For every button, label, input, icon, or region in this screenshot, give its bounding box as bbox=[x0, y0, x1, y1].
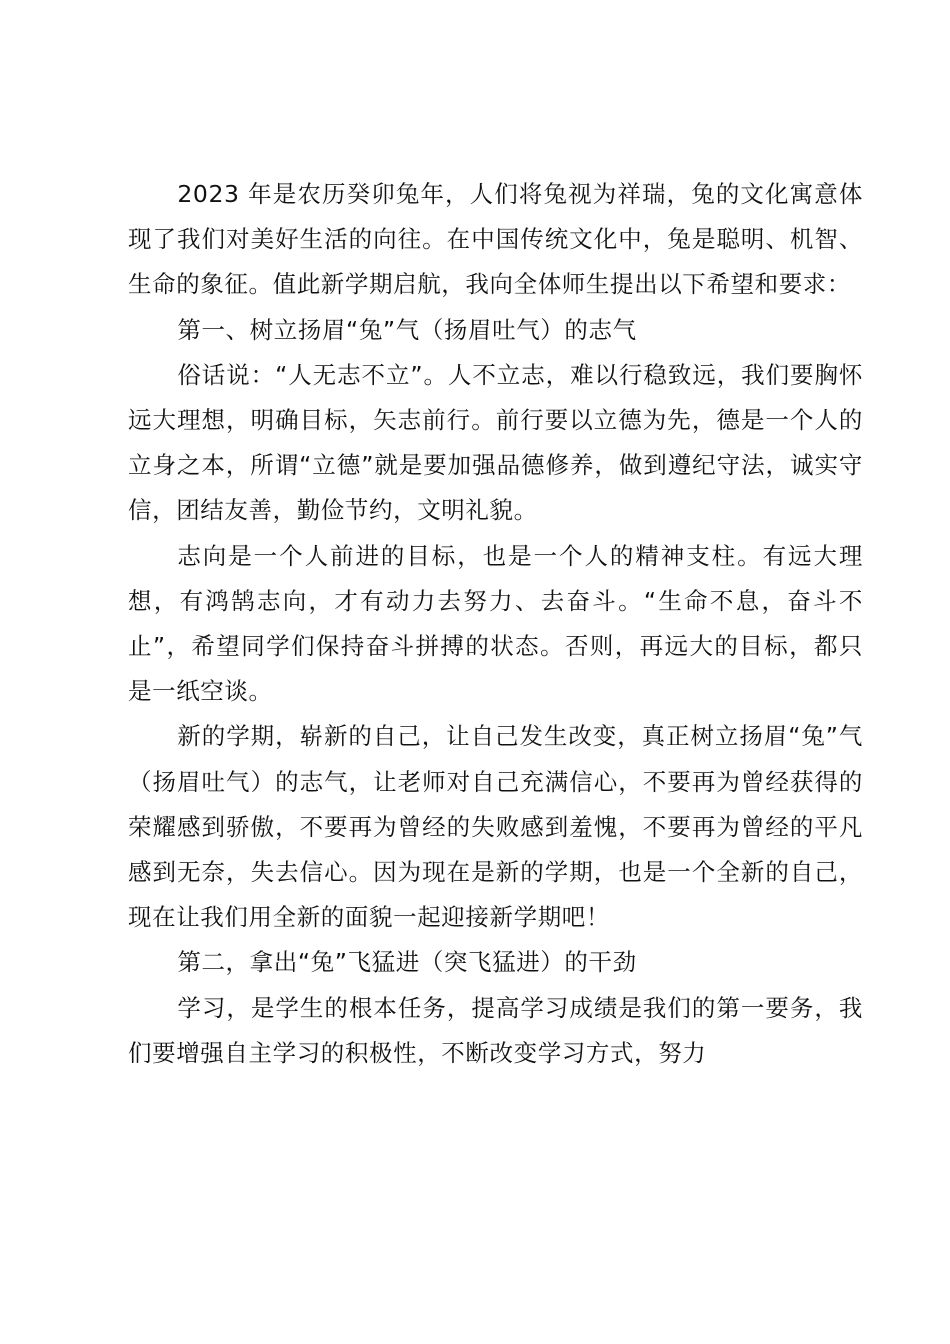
document-body bbox=[128, 172, 863, 1076]
paragraph-intro: 2023 年是农历癸卯兔年，人们将兔视为祥瑞，兔的文化寓意体现了我们对美好生活的向往。在中国传统文化中，兔是聪明、机智、生命的象征。值此新学期启航，我向全体师生提出以下希望和要求： bbox=[128, 180, 863, 299]
section-heading-1: 第一、树立扬眉“兔”气（扬眉吐气）的志气 bbox=[177, 315, 637, 344]
paragraph-study: 学习，是学生的根本任务，提高学习成绩是我们的第一要务，我们要增强自主学习的积极性，不断改变学习方式，努力 bbox=[128, 993, 863, 1067]
paragraph-ambition: 俗话说：“人无志不立”。人不立志，难以行稳致远，我们要胸怀远大理想，明确目标，矢志前行。前行要以立德为先，德是一个人的立身之本，所谓“立德”就是要加强品德修养，做到遵纪守法，诚实守信，团结友善，勤俭节约，文明礼貌。 bbox=[128, 360, 863, 525]
paragraph-new-semester: 新的学期，崭新的自己，让自己发生改变，真正树立扬眉“兔”气（扬眉吐气）的志气，让老师对自己充满信心，不要再为曾经获得的荣耀感到骄傲，不要再为曾经的失败感到羞愧，不要再为曾经的平凡感到无奈，失去信心。因为现在是新的学期，也是一个全新的自己，现在让我们用全新的面貌一起迎接新学期吧！ bbox=[128, 722, 863, 932]
section-heading-2: 第二，拿出“兔”飞猛进（突飞猛进）的干劲 bbox=[177, 948, 637, 977]
paragraph-aspiration: 志向是一个人前进的目标，也是一个人的精神支柱。有远大理想，有鸿鹄志向，才有动力去努力、去奋斗。“生命不息，奋斗不止”，希望同学们保持奋斗拼搏的状态。否则，再远大的目标，都只是一纸空谈。 bbox=[128, 541, 863, 706]
